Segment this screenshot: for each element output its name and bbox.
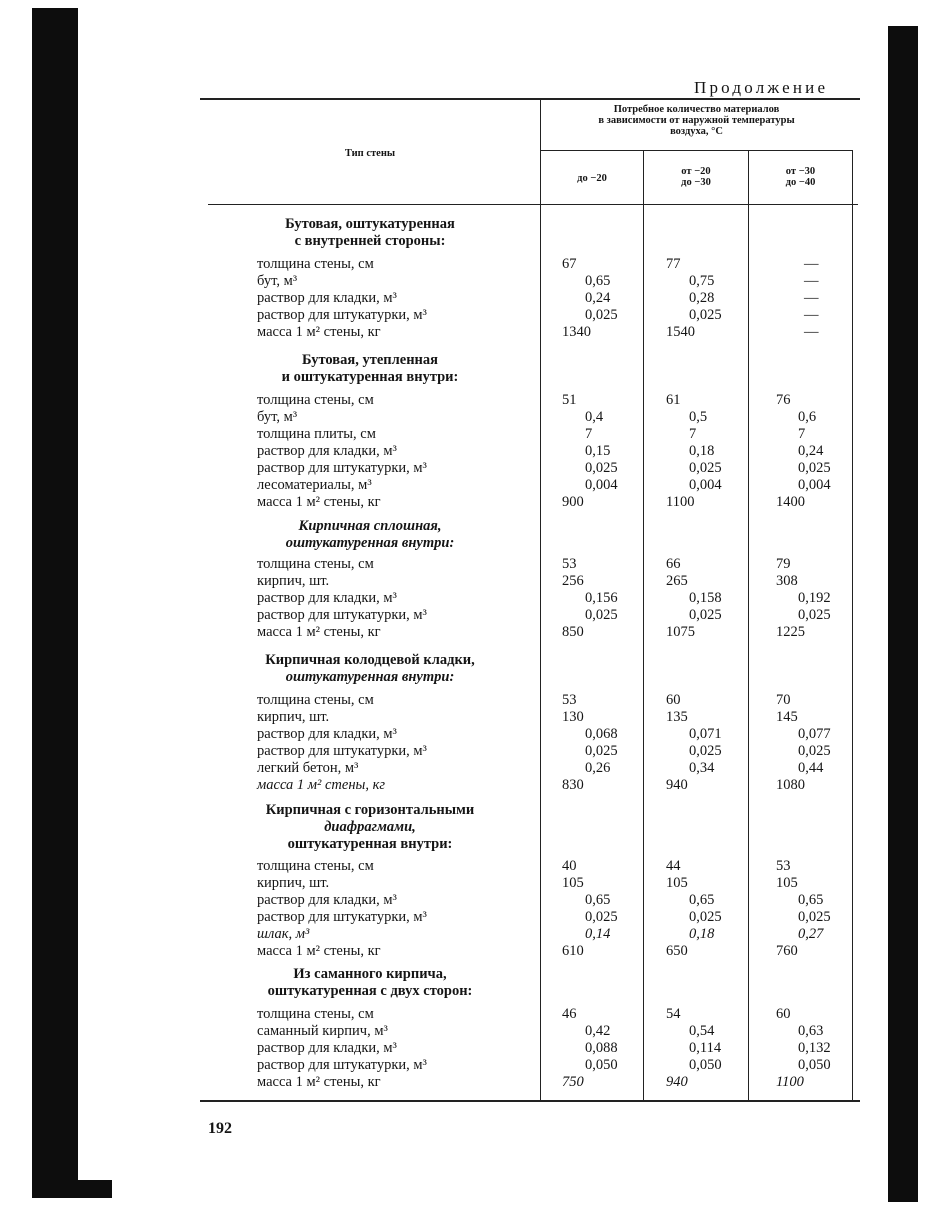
- value-cell: 53: [562, 556, 577, 572]
- header-col-3: [749, 166, 852, 188]
- row-label: раствор для кладки, м³: [257, 590, 397, 606]
- value-cell: 0,5: [689, 409, 708, 425]
- value-cell: 0,050: [689, 1057, 722, 1073]
- table-row: [200, 477, 860, 494]
- section-title-line: Бутовая, оштукатуренная: [285, 216, 455, 232]
- table-row: [200, 943, 860, 960]
- table-row: [200, 494, 860, 511]
- value-cell: 105: [666, 875, 688, 891]
- value-cell: 0,24: [585, 290, 611, 306]
- value-cell: 0,26: [585, 760, 611, 776]
- table-row: [200, 624, 860, 641]
- row-label: раствор для кладки, м³: [257, 443, 397, 459]
- table-row: [200, 273, 860, 290]
- value-cell: 0,025: [689, 743, 722, 759]
- table-row: [200, 726, 860, 743]
- value-cell: 0,114: [689, 1040, 722, 1056]
- value-cell: 70: [776, 692, 791, 708]
- value-cell: 1225: [776, 624, 805, 640]
- row-label: толщина плиты, см: [257, 426, 376, 442]
- value-cell: 0,24: [798, 443, 824, 459]
- value-cell: 76: [776, 392, 791, 408]
- section-title: [200, 216, 540, 250]
- value-cell: 0,15: [585, 443, 611, 459]
- table-row: [200, 392, 860, 409]
- value-cell: 0,025: [798, 460, 831, 476]
- table-row: [200, 692, 860, 709]
- value-cell: 1400: [776, 494, 805, 510]
- row-label: бут, м³: [257, 409, 298, 425]
- value-cell: 0,004: [585, 477, 618, 493]
- row-label: толщина стены, см: [257, 692, 374, 708]
- value-cell: 145: [776, 709, 798, 725]
- value-cell: 0,44: [798, 760, 824, 776]
- value-cell: —: [804, 273, 819, 289]
- value-cell: 0,025: [689, 607, 722, 623]
- value-cell: 54: [666, 1006, 681, 1022]
- header-group: [541, 104, 852, 137]
- value-cell: 44: [666, 858, 681, 874]
- row-label: толщина стены, см: [257, 1006, 374, 1022]
- value-cell: 0,050: [585, 1057, 618, 1073]
- table-row: [200, 875, 860, 892]
- table-row: [200, 426, 860, 443]
- row-label: масса 1 м² стены, кг: [257, 777, 386, 793]
- value-cell: 0,27: [798, 926, 824, 942]
- value-cell: 760: [776, 943, 798, 959]
- table-top-rule: [200, 98, 860, 100]
- row-label: раствор для штукатурки, м³: [257, 607, 427, 623]
- section-title-line: оштукатуренная внутри:: [285, 669, 455, 685]
- value-cell: 0,4: [585, 409, 604, 425]
- table-row: [200, 909, 860, 926]
- header-col-line: от −20: [681, 166, 711, 177]
- table-row: [200, 760, 860, 777]
- section-rows: [200, 1006, 860, 1091]
- row-label: кирпич, шт.: [257, 709, 330, 725]
- value-cell: —: [804, 256, 819, 272]
- value-cell: —: [804, 324, 819, 340]
- value-cell: 0,6: [798, 409, 817, 425]
- value-cell: 0,18: [689, 443, 715, 459]
- value-cell: 61: [666, 392, 681, 408]
- row-label: раствор для штукатурки, м³: [257, 460, 427, 476]
- materials-table: [200, 98, 860, 1102]
- value-cell: 0,004: [689, 477, 722, 493]
- header-col-line: до −40: [785, 177, 816, 188]
- value-cell: 0,75: [689, 273, 715, 289]
- row-label: раствор для штукатурки, м³: [257, 307, 427, 323]
- value-cell: 135: [666, 709, 688, 725]
- value-cell: 0,65: [585, 892, 611, 908]
- row-label: масса 1 м² стены, кг: [257, 1074, 381, 1090]
- value-cell: 53: [562, 692, 577, 708]
- value-cell: 46: [562, 1006, 577, 1022]
- value-cell: 79: [776, 556, 791, 572]
- header-col-2: [644, 166, 748, 188]
- table-row: [200, 1057, 860, 1074]
- row-label: толщина стены, см: [257, 256, 374, 272]
- row-label: раствор для кладки, м³: [257, 1040, 397, 1056]
- value-cell: 1340: [562, 324, 591, 340]
- row-label: масса 1 м² стены, кг: [257, 624, 381, 640]
- continued-label: Продолжение: [694, 78, 829, 97]
- value-cell: 0,156: [585, 590, 618, 606]
- value-cell: 308: [776, 573, 798, 589]
- value-cell: 105: [562, 875, 584, 891]
- value-cell: 0,28: [689, 290, 715, 306]
- value-cell: 0,071: [689, 726, 722, 742]
- value-cell: 67: [562, 256, 577, 272]
- value-cell: 1080: [776, 777, 805, 793]
- value-cell: 0,025: [689, 307, 722, 323]
- value-cell: 0,63: [798, 1023, 824, 1039]
- header-col-line: до −20: [577, 173, 607, 184]
- value-cell: 0,025: [585, 607, 618, 623]
- group-header-rule: [540, 150, 852, 151]
- table-row: [200, 409, 860, 426]
- value-cell: 256: [562, 573, 584, 589]
- row-label: масса 1 м² стены, кг: [257, 943, 381, 959]
- value-cell: 650: [666, 943, 688, 959]
- value-cell: 0,025: [585, 909, 618, 925]
- value-cell: 0,025: [689, 460, 722, 476]
- header-col-line: от −30: [785, 166, 816, 177]
- value-cell: 0,088: [585, 1040, 618, 1056]
- section-title-line: Кирпичная с горизонтальными: [265, 802, 475, 818]
- table-row: [200, 256, 860, 273]
- row-label: толщина стены, см: [257, 858, 374, 874]
- section-title-line: и оштукатуренная внутри:: [281, 369, 459, 385]
- section-title: [200, 802, 540, 853]
- value-cell: —: [804, 307, 819, 323]
- value-cell: 0,025: [689, 909, 722, 925]
- table-row: [200, 709, 860, 726]
- row-label: масса 1 м² стены, кг: [257, 324, 381, 340]
- section-rows: [200, 556, 860, 641]
- table-row: [200, 892, 860, 909]
- value-cell: 0,025: [585, 307, 618, 323]
- section-title-line: Из саманного кирпича,: [293, 966, 447, 982]
- row-label: раствор для кладки, м³: [257, 290, 397, 306]
- row-label: раствор для штукатурки, м³: [257, 909, 427, 925]
- value-cell: 1100: [666, 494, 695, 510]
- value-cell: 1075: [666, 624, 695, 640]
- value-cell: 900: [562, 494, 584, 510]
- value-cell: 7: [585, 426, 593, 442]
- value-cell: 105: [776, 875, 798, 891]
- value-cell: 77: [666, 256, 681, 272]
- table-row: [200, 1040, 860, 1057]
- value-cell: 0,025: [798, 743, 831, 759]
- row-label: бут, м³: [257, 273, 298, 289]
- value-cell: 0,025: [798, 909, 831, 925]
- section-rows: [200, 692, 860, 794]
- table-row: [200, 307, 860, 324]
- table-row: [200, 1074, 860, 1091]
- value-cell: 130: [562, 709, 584, 725]
- value-cell: 940: [666, 777, 688, 793]
- value-cell: 0,004: [798, 477, 831, 493]
- value-cell: 0,158: [689, 590, 722, 606]
- value-cell: 610: [562, 943, 584, 959]
- section-title-line: с внутренней стороны:: [294, 233, 446, 249]
- table-row: [200, 290, 860, 307]
- row-label: раствор для штукатурки, м³: [257, 1057, 427, 1073]
- value-cell: 750: [562, 1074, 584, 1090]
- row-label: шлак, м³: [257, 926, 310, 942]
- section-title-line: оштукатуренная внутри:: [287, 836, 453, 852]
- value-cell: —: [804, 290, 819, 306]
- row-label: кирпич, шт.: [257, 875, 330, 891]
- value-cell: 1100: [776, 1074, 804, 1090]
- row-label: масса 1 м² стены, кг: [257, 494, 381, 510]
- section-rows: [200, 392, 860, 511]
- section-title-line: диафрагмами,: [324, 819, 416, 835]
- value-cell: 0,14: [585, 926, 611, 942]
- table-row: [200, 443, 860, 460]
- row-label: толщина стены, см: [257, 556, 374, 572]
- header-group-line: воздуха, °С: [670, 126, 723, 137]
- value-cell: 0,025: [798, 607, 831, 623]
- row-label: раствор для штукатурки, м³: [257, 743, 427, 759]
- header-wall-type: Тип стены: [344, 148, 396, 159]
- value-cell: 51: [562, 392, 577, 408]
- value-cell: 0,068: [585, 726, 618, 742]
- value-cell: 66: [666, 556, 681, 572]
- value-cell: 0,34: [689, 760, 715, 776]
- value-cell: 7: [798, 426, 806, 442]
- value-cell: 0,54: [689, 1023, 715, 1039]
- row-label: кирпич, шт.: [257, 573, 330, 589]
- value-cell: 0,18: [689, 926, 715, 942]
- value-cell: 7: [689, 426, 697, 442]
- value-cell: 265: [666, 573, 688, 589]
- scan-edge-left: [32, 8, 78, 1198]
- scan-edge-right: [888, 26, 918, 1202]
- page-number: 192: [208, 1120, 232, 1137]
- row-label: раствор для кладки, м³: [257, 726, 397, 742]
- value-cell: 0,65: [689, 892, 715, 908]
- header-bottom-rule: [208, 204, 858, 205]
- section-title: [200, 966, 540, 1000]
- header-col-line: до −30: [681, 177, 711, 188]
- table-row: [200, 743, 860, 760]
- value-cell: 40: [562, 858, 577, 874]
- table-bottom-rule: [200, 1100, 860, 1102]
- value-cell: 940: [666, 1074, 688, 1090]
- section-title: [200, 352, 540, 386]
- value-cell: 0,025: [585, 743, 618, 759]
- table-row: [200, 1006, 860, 1023]
- table-row: [200, 556, 860, 573]
- value-cell: 0,65: [585, 273, 611, 289]
- value-cell: 60: [666, 692, 681, 708]
- row-label: легкий бетон, м³: [257, 760, 359, 776]
- header-group-line: Потребное количество материалов: [613, 104, 780, 115]
- row-label: толщина стены, см: [257, 392, 374, 408]
- section-title-line: Кирпичная колодцевой кладки,: [265, 652, 475, 668]
- row-label: саманный кирпич, м³: [257, 1023, 388, 1039]
- section-title-line: оштукатуренная с двух сторон:: [267, 983, 473, 999]
- table-row: [200, 777, 860, 794]
- section-title-line: оштукатуренная внутри:: [285, 535, 455, 551]
- value-cell: 60: [776, 1006, 791, 1022]
- table-row: [200, 1023, 860, 1040]
- section-title-line: Кирпичная сплошная,: [298, 518, 442, 534]
- row-label: раствор для кладки, м³: [257, 892, 397, 908]
- scan-edge-left-bottom: [32, 1180, 112, 1198]
- section-rows: [200, 256, 860, 341]
- value-cell: 850: [562, 624, 584, 640]
- value-cell: 53: [776, 858, 791, 874]
- value-cell: 0,077: [798, 726, 831, 742]
- table-row: [200, 460, 860, 477]
- table-row: [200, 858, 860, 875]
- section-title: [200, 518, 540, 552]
- row-label: лесоматериалы, м³: [257, 477, 372, 493]
- value-cell: 0,132: [798, 1040, 831, 1056]
- section-title: [200, 652, 540, 686]
- table-row: [200, 926, 860, 943]
- section-title-line: Бутовая, утепленная: [301, 352, 438, 368]
- header-group-line: в зависимости от наружной температуры: [598, 115, 795, 126]
- table-row: [200, 607, 860, 624]
- value-cell: 830: [562, 777, 584, 793]
- header-col-1: [541, 173, 643, 184]
- value-cell: 1540: [666, 324, 695, 340]
- value-cell: 0,65: [798, 892, 824, 908]
- value-cell: 0,025: [585, 460, 618, 476]
- section-rows: [200, 858, 860, 960]
- value-cell: 0,42: [585, 1023, 611, 1039]
- value-cell: 0,192: [798, 590, 831, 606]
- table-row: [200, 573, 860, 590]
- table-row: [200, 324, 860, 341]
- table-row: [200, 590, 860, 607]
- value-cell: 0,050: [798, 1057, 831, 1073]
